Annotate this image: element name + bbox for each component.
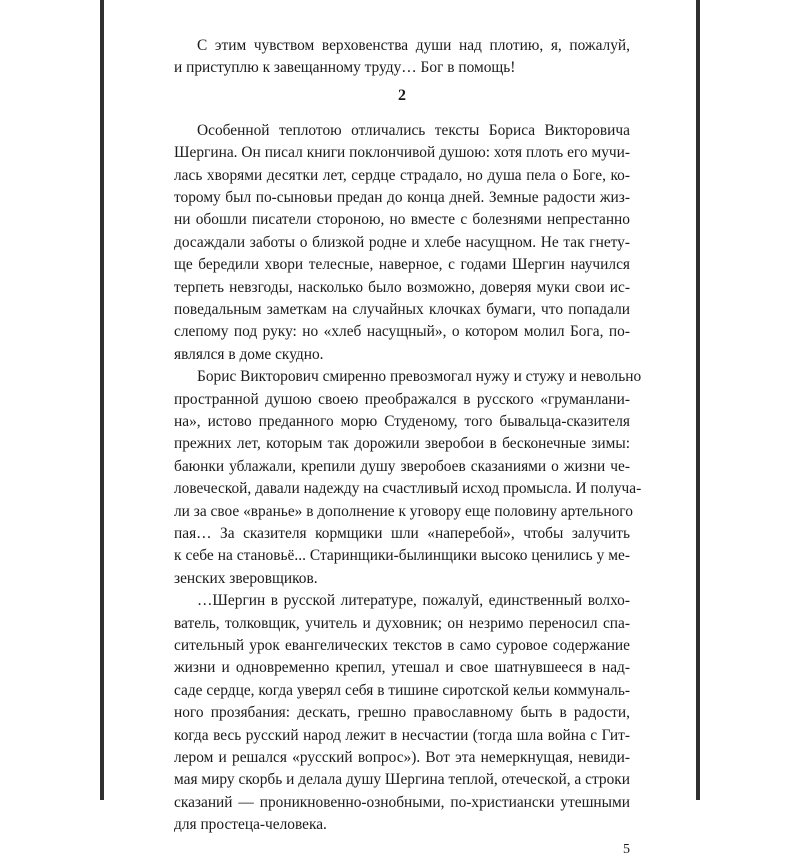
text-line: сказаний — проникновенно-ознобными, по-христиански утешными [174, 794, 630, 811]
text-line: мая миру скорбь и делала душу Шергина теплой, отеческой, а строки [174, 771, 630, 788]
text-line: лась хворями десятки лет, сердце страдало, но душа пела о Боге, ко- [174, 167, 630, 184]
text-line: терпеть невзгоды, насколько было возможно, доверяя муки свои ис- [174, 279, 630, 296]
text-line: сительный урок евангелических текстов в само суровое содержание [174, 637, 630, 654]
text-line: на», истово преданного морю Студеному, того бывальца-сказителя [174, 413, 630, 430]
text-line: ловеческой, давали надежду на счастливый исход промысла. И получа- [174, 480, 642, 497]
text-line: торому был по-сыновьи предан до конца дней. Земные радости жиз- [174, 189, 630, 206]
text-line: Борис Викторович смиренно превозмогал нужу и стужу и невольно [197, 368, 642, 385]
text-line: поведальным заметкам на случайных клочках бумаги, что попадали [174, 301, 630, 318]
text-line: Особенной теплотою отличались тексты Бориса Викторовича [197, 122, 630, 139]
text-line: лером и решался «русский вопрос»). Вот эта немеркнущая, невиди- [174, 749, 630, 766]
text-line: досаждали заботы о близкой родне и хлебе насущном. Не так гнету- [174, 234, 630, 251]
text-line: ли за свое «вранье» в дополнение к уговору еще половину артельного [174, 503, 633, 520]
chapter-heading: 2 [398, 86, 406, 104]
text-line: …Шергин в русской литературе, пожалуй, единственный волхо- [197, 592, 630, 609]
text-line: ватель, толковщик, учитель и духовник; он незримо переносил спа- [174, 615, 630, 632]
page-right-border [696, 0, 700, 800]
text-line: ще бередили хвори телесные, наверное, с годами Шергин научился [174, 256, 630, 273]
text-line: жизни и одновременно крепил, утешал и свое шатнувшееся в над- [174, 659, 630, 676]
text-line: для простеца-человека. [174, 816, 327, 833]
text-line: являлся в доме скудно. [174, 346, 324, 363]
text-line: зенских зверовщиков. [174, 570, 318, 587]
book-page [104, 0, 696, 857]
text-line: ни обошли писатели стороною, но вместе с болезнями непрестанно [174, 211, 630, 228]
text-line: слепому под руку: но «хлеб насущный», о котором молил Бога, по- [174, 323, 630, 340]
text-line: прежних лет, которым так дорожили зверобои в бесконечные зимы: [174, 435, 630, 452]
text-line: пая… За сказителя кормщики шли «наперебой», чтобы залучить [174, 525, 630, 542]
text-line: когда весь русский народ лежит в несчастии (тогда шла война с Гит- [174, 727, 630, 744]
text-line: С этим чувством верховенства души над плотию, я, пожалуй, [197, 37, 630, 54]
text-line: ного прозябания: дескать, грешно православному быть в радости, [174, 704, 630, 721]
text-line: пространной душою своею преображался в русского «груманлани- [174, 391, 630, 408]
text-line: Шергина. Он писал книги поклончивой душою: хотя плоть его мучи- [174, 144, 630, 161]
text-line: и приступлю к завещанному труду… Бог в помощь! [174, 59, 516, 76]
page-number: 5 [623, 842, 630, 857]
text-line: баюнки ублажали, крепили душу зверобоев сказаниями о жизни че- [174, 458, 630, 475]
text-line: к себе на становьё... Старинщики-былинщики высоко ценились у ме- [174, 547, 630, 564]
text-line: саде сердце, когда уверял себя в тишине сиротской кельи коммуналь- [174, 682, 630, 699]
